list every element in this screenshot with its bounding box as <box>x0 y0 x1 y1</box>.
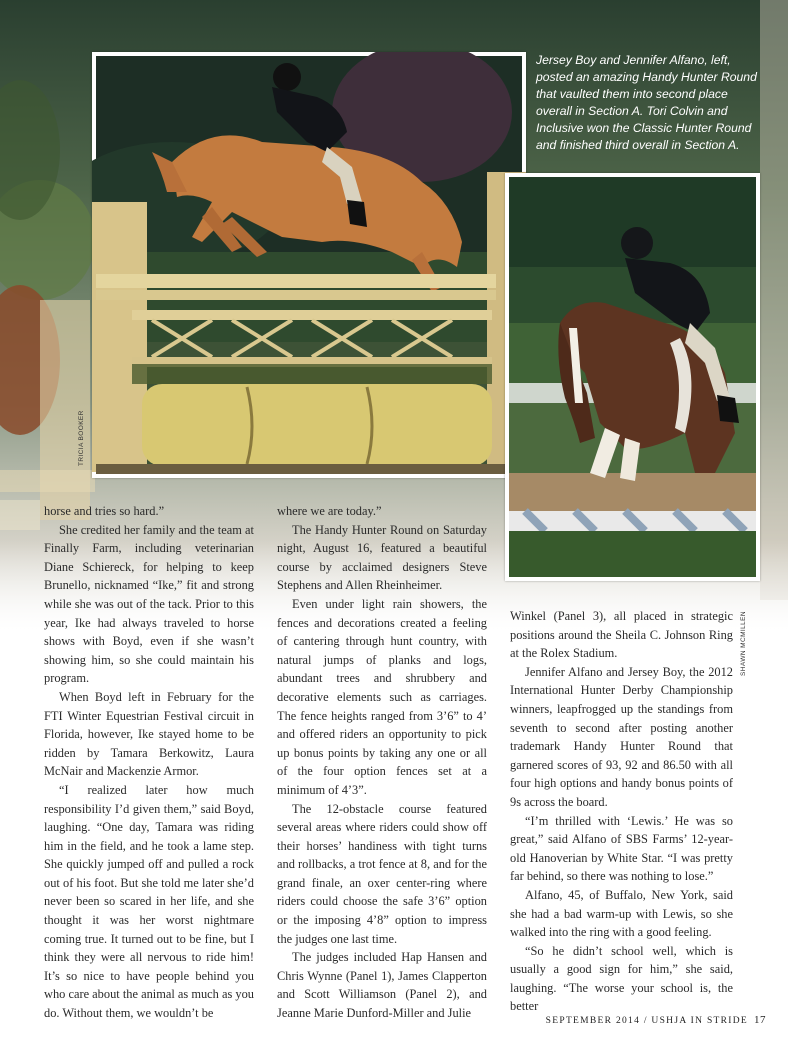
text-column-2 <box>277 502 487 1023</box>
paragraph: Even under light rain showers, the fences and decorations created a feeling of cantering through hunt country, with natural jumps of planks and logs, abundant trees and shrubbery and decorative elements such as carriages. The fence heights ranged from 3’6” to 4’ and offered riders an opportunity to pick up bonus points by taking any one or all of the four option fences set at a minimum of 4’3”. <box>277 596 487 797</box>
paragraph: When Boyd left in February for the FTI Winter Equestrian Festival circuit in Florida, however, Ike stayed home to be ridden by Tamara Berkowitz, Laura McNair and Mackenzie Armor. <box>44 689 254 779</box>
photo-chestnut-horse-jumping <box>92 52 526 478</box>
paragraph: She credited her family and the team at Finally Farm, including veterinarian Diane Schiereck, for helping to keep Brunello, nicknamed “Ike,” fit and strong while she was out of the tack. Prior to this year, Ike had always traveled to horse shows with Boyd, even if she wasn’t showing him, so she could maintain his program. <box>44 522 254 686</box>
paragraph: Alfano, 45, of Buffalo, New York, said she had a bad warm-up with Lewis, so she walked into the ring with a good feeling. <box>510 887 733 940</box>
paragraph: “So he didn’t school well, which is usually a good sign for him,” she said, laughing. “The worse your school is, the better <box>510 943 733 1014</box>
paragraph: The judges included Hap Hansen and Chris Wynne (Panel 1), James Clapperton and Scott Williamson (Panel 2), and Jeanne Marie Dunford-Miller and Julie <box>277 950 487 1021</box>
text-column-3 <box>510 607 733 1016</box>
paragraph: The 12-obstacle course featured several areas where riders could show off their horses’ handiness with tight turns and rollbacks, a trot fence at 8, and for the grand finale, an oxer center-ring where riders could choose the safe 3’6” option or the imposing 4’8” option to impress the judges one last time. <box>277 801 487 946</box>
photo-credit-1: TRICIA BOOKER <box>78 410 85 466</box>
paragraph: Winkel (Panel 3), all placed in strategic positions around the Sheila C. Johnson Ring at the Rolex Stadium. <box>510 609 733 661</box>
running-head: SEPTEMBER 2014 / USHJA IN STRIDE <box>545 1016 748 1026</box>
paragraph: horse and tries so hard.” <box>44 504 165 518</box>
photo-bay-horse-jumping <box>505 173 760 581</box>
page-footer <box>526 1014 766 1026</box>
text-column-1 <box>44 502 254 1023</box>
paragraph: Jennifer Alfano and Jersey Boy, the 2012 International Hunter Derby Championship winners, leapfrogged up the standings from seventh to second after posting another trademark Handy Hunter Round that garnered scores of 93, 92 and 86.50 with all four high options and handy bonus points of 9s across the board. <box>510 664 733 809</box>
photo-credit-2: SHAWN MCMILLEN <box>740 611 747 676</box>
paragraph: where we are today.” <box>277 504 382 518</box>
paragraph: “I’m thrilled with ‘Lewis.’ He was so great,” said Alfano of SBS Farms’ 12-year-old Hanoverian by White Star. “I was pretty far behind, so there was nothing to lose.” <box>510 813 733 884</box>
photo-caption: Jersey Boy and Jennifer Alfano, left, posted an amazing Handy Hunter Round that vaulted them into second place overall in Section A. Tori Colvin and Inclusive won the Classic Hunter Round and finished third overall in Section A. <box>536 53 757 152</box>
paragraph: The Handy Hunter Round on Saturday night, August 16, featured a beautiful course by acclaimed designers Steve Stephens and Allen Rheinheimer. <box>277 522 487 593</box>
page-number: 17 <box>754 1014 766 1026</box>
paragraph: “I realized later how much responsibility I’d given them,” said Boyd, laughing. “One day, Tamara was riding him in the field, and he took a lame step. She quickly jumped off and pulled a rock out of his foot. But she told me later she’d never been so scared in her life, and she thought it was her worst nightmare coming true. It turned out to be fine, but I think they were all nervous to ride him! It’s so nice to have people behind you who care about the animal as much as you do. Without them, we wouldn’t be <box>44 782 254 1021</box>
